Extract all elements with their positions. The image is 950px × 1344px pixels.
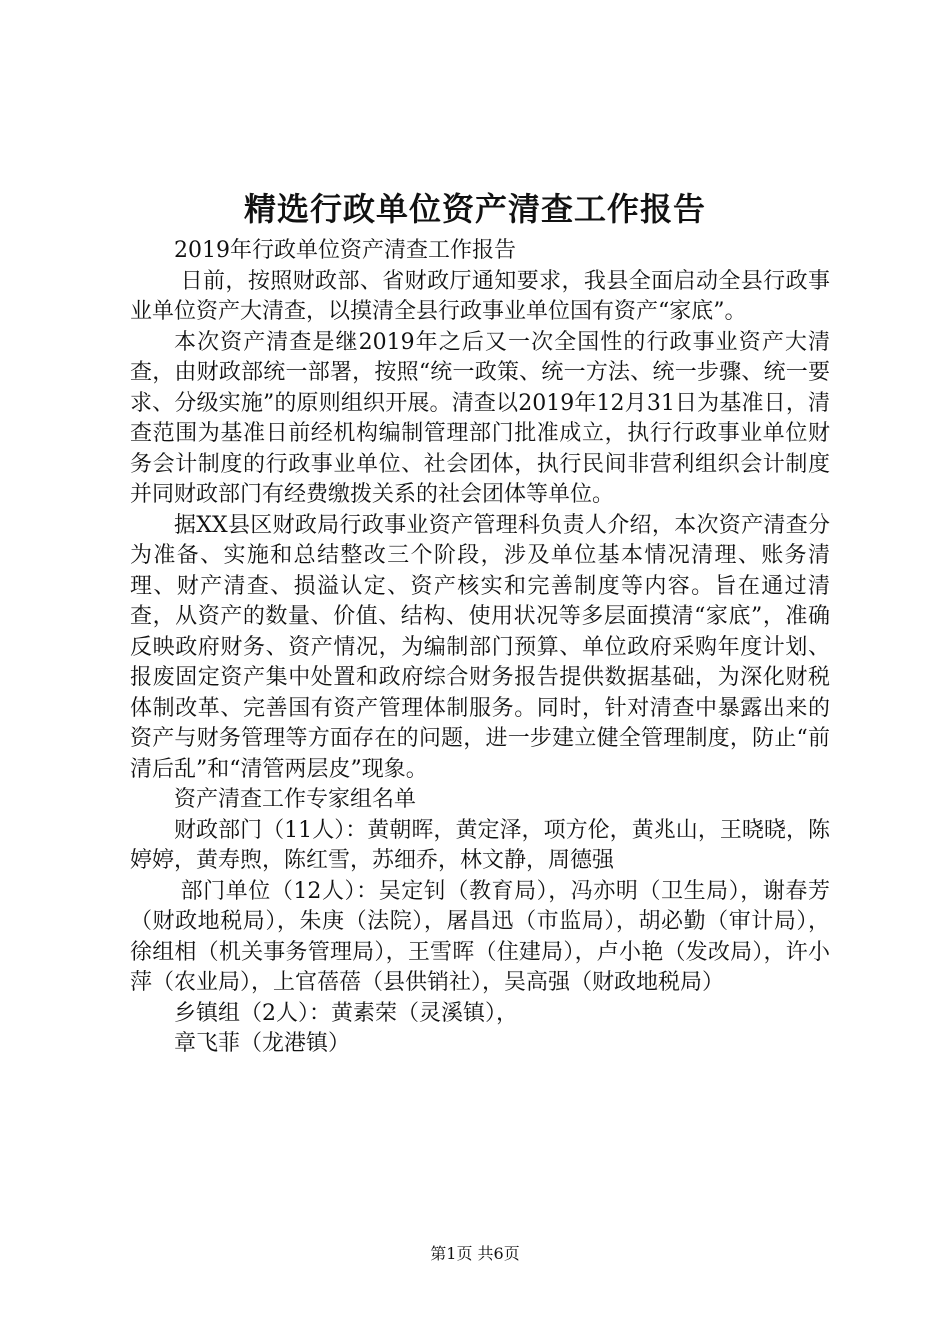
paragraph-intro: 日前，按照财政部、省财政厅通知要求，我县全面启动全县行政事业单位资产大清查，以摸清全县行政事业单位国有资产“家底”。 bbox=[130, 268, 830, 324]
expert-group-towns: 乡镇组（2人）：黄素荣（灵溪镇）， bbox=[174, 1000, 518, 1026]
expert-list-heading: 资产清查工作专家组名单 bbox=[174, 787, 417, 812]
document-title: 精选行政单位资产清查工作报告 bbox=[243, 190, 706, 228]
report-subtitle: 2019年行政单位资产清查工作报告 bbox=[174, 238, 516, 263]
document-body bbox=[130, 236, 830, 1060]
paragraph-stages: 据XX县区财政局行政事业资产管理科负责人介绍，本次资产清查分为准备、实施和总结整改三个阶段，涉及单位基本情况清理、账务清理、财产清查、损溢认定、资产核实和完善制度等内容。旨在通过清查，从资产的数量、价值、结构、使用状况等多层面摸清“家底”，准确反映政府财务、资产情况，为编制部门预算、单位政府采购年度计划、报废固定资产集中处置和政府综合财务报告提供数据基础，为深化财税体制改革、完善国有资产管理体制服务。同时，针对清查中暴露出来的资产与财务管理等方面存在的问题，进一步建立健全管理制度，防止“前清后乱”和“清管两层皮”现象。 bbox=[130, 512, 830, 782]
page-number-footer: 第1页 共6页 bbox=[430, 1244, 520, 1263]
expert-group-departments: 部门单位（12人）：吴定钊（教育局），冯亦明（卫生局），谢春芳（财政地税局），朱庚（法院），屠昌迅（市监局），胡必勤（审计局），徐组相（机关事务管理局），王雪晖（住建局），卢小艳（发改局），许小萍（农业局），上官蓓蓓（县供销社），吴高强（财政地税局） bbox=[130, 878, 830, 995]
expert-group-towns-continued: 章飞菲（龙港镇） bbox=[174, 1031, 351, 1056]
paragraph-scope: 本次资产清查是继2019年之后又一次全国性的行政事业资产大清查，由财政部统一部署，按照“统一政策、统一方法、统一步骤、统一要求、分级实施”的原则组织开展。清查以2019年12月31日为基准日，清查范围为基准日前经机构编制管理部门批准成立，执行行政事业单位财务会计制度的行政事业单位、社会团体，执行民间非营利组织会计制度并同财政部门有经费缴拨关系的社会团体等单位。 bbox=[130, 329, 830, 507]
expert-group-finance: 财政部门（11人）：黄朝晖，黄定泽，项方伦，黄兆山，王晓晓，陈婷婷，黄寿煦，陈红雪，苏细乔，林文静，周德强 bbox=[130, 817, 830, 873]
